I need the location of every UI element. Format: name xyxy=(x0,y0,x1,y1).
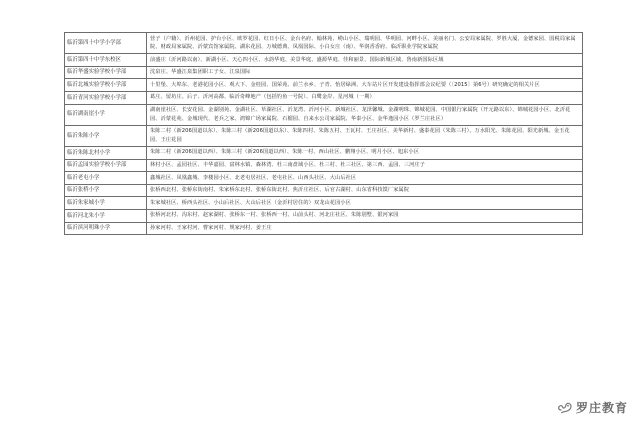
table-row xyxy=(65,79,583,92)
enrollment-area-cell: 林村小区、孟园社区、丰华嘉园、富林水镇、森林湾、杜三南盘域小区、杜三村、杜三社区、第三西、孟园、三河庄子 xyxy=(147,159,583,172)
school-name-cell: 临沂老屯小学 xyxy=(65,172,147,185)
school-name-cell: 临沂孟园实验学校小学部 xyxy=(65,159,147,172)
enrollment-area-cell: 孙家河村、王家村河、曹家河村、规家河村、姜王庄 xyxy=(147,222,583,235)
school-name-cell: 临沂张桥小学 xyxy=(65,184,147,197)
enrollment-area-cell: 沈泉庄、华盛江泉集团职工子女、江泉国际 xyxy=(147,66,583,79)
school-name-cell: 临沂湖南崖小学 xyxy=(65,104,147,125)
table-row xyxy=(65,91,583,104)
table-row xyxy=(65,172,583,185)
enrollment-area-cell: 十里堡、大埠东、老港花园小区、观大下、金桂园、国荣苑、前兰水乡、子青、怡居绿洲、大车站片区开发建设指挥部会议纪要（〔2015〕第6号）研究确定的相关片区 xyxy=(147,79,583,92)
table-row xyxy=(65,209,583,222)
wechat-official-account-icon xyxy=(557,401,573,415)
watermark xyxy=(557,399,628,416)
watermark-text: 罗庄教育 xyxy=(575,401,628,415)
table-row xyxy=(65,66,583,79)
school-district-table xyxy=(64,32,583,235)
enrollment-area-cell: 朱陈二村（新206国道以西）、朱陈三村（新206国道以西）、朱陈一村、西山社区、鹏翔小区、明月小区、旭东小区 xyxy=(147,146,583,159)
school-name-cell: 临沂朱家城小学 xyxy=(65,197,147,210)
school-name-cell: 临沂华盛实验学校小学部 xyxy=(65,66,147,79)
enrollment-area-cell: 营子（户籍）、沂州花园、护台小区、欧罗花园、红日小区、金台名府、翰林苑、崂山小区、瑞明园、华明园、河畔小区、美丽名门、公安局家属院、罗胜大厦、金德家园、国税局家属院、财政局家属院、沂蒙宾馆家属院、湖东花园、万城德典、凤凰国际、小白女庄（南）、华润香香府、临沂职业学院家属院 xyxy=(147,33,583,54)
enrollment-area-cell: 湖南崖社区、长安花园、金湖别苑、金湖社区、草湖社区、沂龙湾、沂河小区、新城社区、龙泽馨城、金湖明珠、锦城花园、中国银行家属院（开元路以东）、锦城花园小区、北沂花园、沂蒙花苑、金城现代、老兵之家、鸿锦广场家属院、石榴园、自来水公司家属院、华泰小区、金华逸园小区（罗兰庄社区） xyxy=(147,104,583,125)
school-name-cell: 临沂朱陈北村小学 xyxy=(65,146,147,159)
school-name-cell: 临沂青河实验学校小学部 xyxy=(65,91,147,104)
table-row xyxy=(65,125,583,146)
enrollment-area-cell: 鑫城社区、凤凰鑫城、李楼园小区、北老屯居社区、老屯社区、山西头社区、大山后社区 xyxy=(147,172,583,185)
school-name-cell: 临沂朱陈小学 xyxy=(65,125,147,146)
school-name-cell: 临沂北城实验学校小学部 xyxy=(65,79,147,92)
school-name-cell: 临沂滨河明珠小学 xyxy=(65,222,147,235)
table-row xyxy=(65,146,583,159)
table-row xyxy=(65,54,583,67)
school-name-cell: 临沂第四十中学小学部 xyxy=(65,33,147,54)
table-row xyxy=(65,159,583,172)
enrollment-area-cell: 葛庄、留坊庄、后子、沂河高都、临沂奇峰地产（包括钓鱼一号院）、白鹭金岸、星河城（一期） xyxy=(147,91,583,104)
enrollment-area-cell: 前盛庄（沂河路以南）、新湖小区、天心四小区、水韵华庭、美景华庭、盛源华庭、佳和丽景、国际新城区域、鲁南新国际区域 xyxy=(147,54,583,67)
school-district-table-container xyxy=(64,32,582,235)
table-row xyxy=(65,197,583,210)
school-name-cell: 临沂第四十中学东校区 xyxy=(65,54,147,67)
table-body xyxy=(65,33,583,235)
school-name-cell: 临沂河北朱小学 xyxy=(65,209,147,222)
table-row xyxy=(65,184,583,197)
table-row xyxy=(65,33,583,54)
enrollment-area-cell: 张桥河北村、沟东村、赵家湖村、张桥东一村、张桥西一村、山前头村、河北庄社区、朱陈别墅、银河家园 xyxy=(147,209,583,222)
table-row xyxy=(65,104,583,125)
enrollment-area-cell: 朱陈二村（新206国道以东）、朱陈三村（新206国道以东）、朱陈四村、朱陈五村、王瓦村、王庄社区、美华新村、盛泰花园（朱陈三村）、万水阳光、朱陈花园、阳光新城、金玉花园、王庄花园 xyxy=(147,125,583,146)
enrollment-area-cell: 张桥西北村、张桥东街南村、朱家桥东北村、张桥东街北村、焦沂庄社区、后官古湖村、山东省科技馍厂家属院 xyxy=(147,184,583,197)
enrollment-area-cell: 朱家城社区、桥西头社区、小山后社区、大山后社区（金沂村居住的）双龙山花园小区 xyxy=(147,197,583,210)
table-row xyxy=(65,222,583,235)
